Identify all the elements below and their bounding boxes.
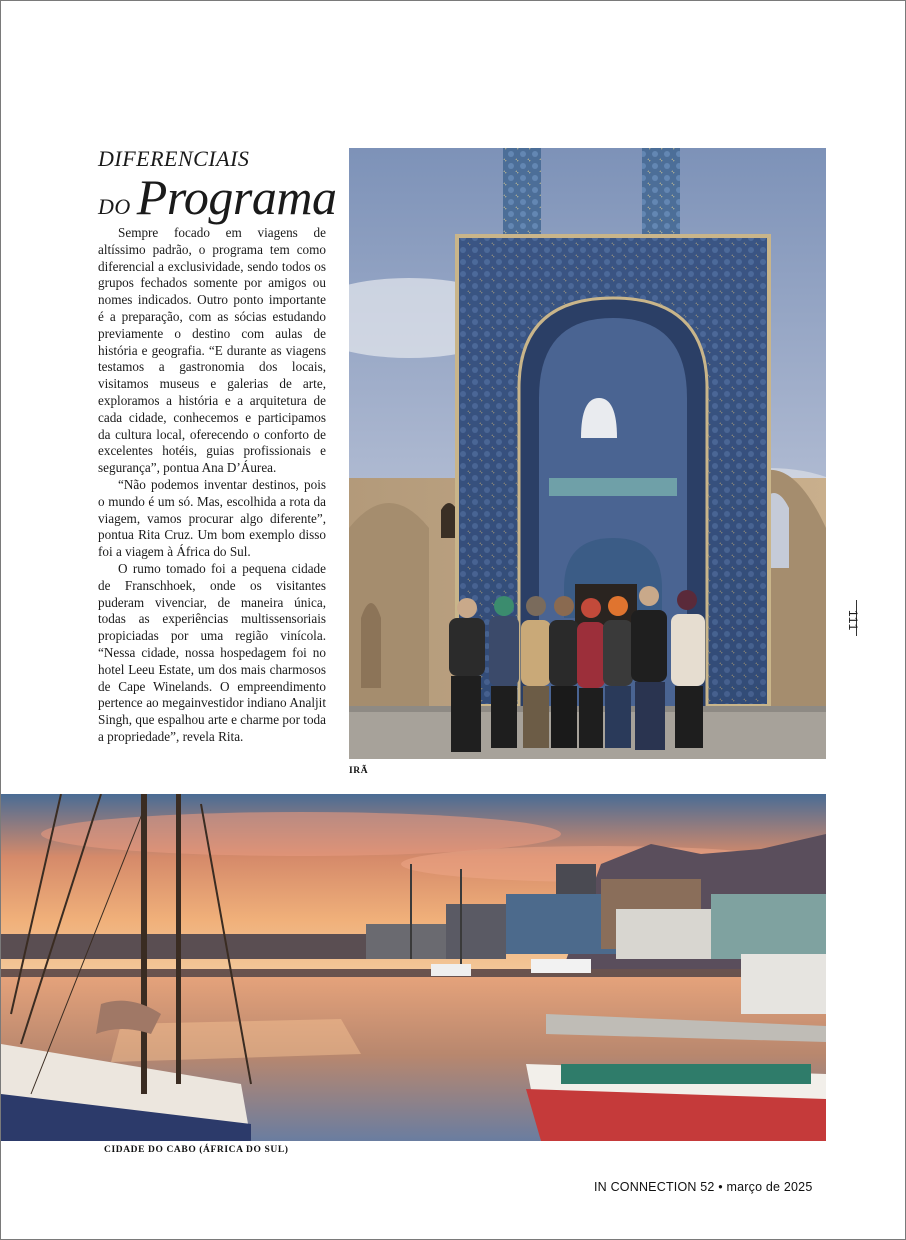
heading-big-word: Programa xyxy=(136,169,337,225)
heading-line-1: DIFERENCIAIS xyxy=(98,146,250,171)
section-heading xyxy=(98,146,337,225)
cape-town-photo-caption: CIDADE DO CABO (ÁFRICA DO SUL) xyxy=(104,1145,289,1155)
paragraph-3: O rumo tomado foi a pequena cidade de Franschhoek, onde os visitantes puderam vivenciar, de maneira única, todas as experiências multissensoriais propiciadas por uma região vinícola. “Nessa cidade, nossa hospedagem foi no hotel Leeu Estate, um dos mais charmosos de Cape Winelands. O empreendimento pertence ao megainvestidor indiano Analjit Singh, que espalhou arte e charme por toda a propriedade”, revela Rita. xyxy=(98,560,326,744)
article-body xyxy=(98,225,326,746)
cape-town-harbour-photo xyxy=(1,794,826,1141)
iran-mosque-photo xyxy=(349,148,826,759)
page-number-text: 111 xyxy=(846,610,860,632)
page-number xyxy=(846,600,873,636)
iran-photo-caption: IRÃ xyxy=(349,766,369,776)
heading-small-word: DO xyxy=(98,194,131,219)
paragraph-1: Sempre focado em viagens de altíssimo padrão, o programa tem como diferencial a exclusividade, sendo todos os grupos fechados somente por amigos ou nomes indicados. Outro ponto importante é a preparação, com as sócias estudando previamente o destino com aulas de história e geografia. “E durante as viagens testamos a gastronomia dos locais, visitamos museus e galerias de arte, exploramos a história e a arquitetura de cada cidade, conhecemos e participamos da cultura local, oferecendo o conforto de excelentes hotéis, guias profissionais e segurança”, pontua Ana D’Áurea. xyxy=(98,225,326,476)
page-footer: IN CONNECTION 52 • março de 2025 xyxy=(594,1180,813,1194)
paragraph-2: “Não podemos inventar destinos, pois o mundo é um só. Mas, escolhida a rota da viagem, vamos procurar algo diferente”, pontua Rita Cruz. Um bom exemplo disso foi a viagem à África do Sul. xyxy=(98,476,326,560)
heading-line-2 xyxy=(98,169,337,225)
